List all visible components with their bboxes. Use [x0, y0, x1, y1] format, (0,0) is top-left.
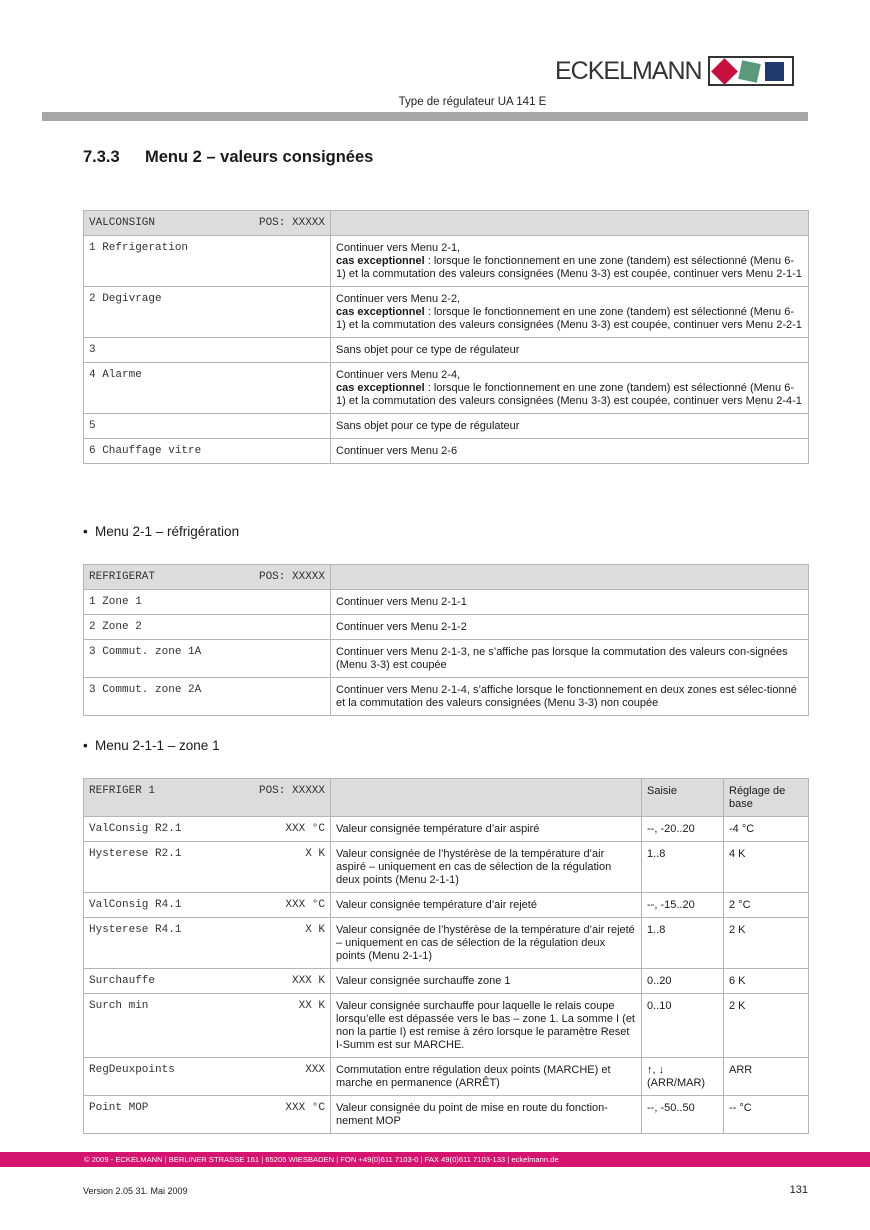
table-row [84, 918, 809, 969]
saisie-cell: --, -50..50 [642, 1096, 724, 1134]
table-row [84, 678, 809, 716]
table-row [84, 236, 809, 287]
table-row [84, 994, 809, 1058]
base-cell: ARR [724, 1058, 809, 1096]
header-blank-cell [331, 565, 809, 590]
param-cell: 5 [84, 414, 331, 439]
table-row [84, 338, 809, 363]
param-cell: RegDeuxpoints XXX [84, 1058, 331, 1096]
refrigerat-table [83, 564, 809, 716]
table-row [84, 363, 809, 414]
document-subtitle: Type de régulateur UA 141 E [398, 96, 547, 108]
param-cell: 2 Zone 2 [84, 615, 331, 640]
param-cell: ValConsig R4.1 XXX °C [84, 893, 331, 918]
menu-header-cell [84, 565, 331, 590]
param-cell: 1 Refrigeration [84, 236, 331, 287]
bullet-menu-2-1-1: • Menu 2-1-1 – zone 1 [83, 738, 220, 753]
param-cell: Hysterese R4.1 X K [84, 918, 331, 969]
menu-name: VALCONSIGN [89, 217, 156, 229]
saisie-cell: 0..20 [642, 969, 724, 994]
param-cell: 3 Commut. zone 2A [84, 678, 331, 716]
desc-cell: Sans objet pour ce type de régulateur [331, 338, 809, 363]
table-header-row [84, 211, 809, 236]
param-cell: Point MOP XXX °C [84, 1096, 331, 1134]
logo-text: ECKELMANN [555, 56, 702, 85]
header-blank-cell [331, 211, 809, 236]
desc-cell: Continuer vers Menu 2-4, cas exceptionnel : lorsque le fonctionnement en une zone (tandem) est sélectionné (Menu 6-1) et la commutation des valeurs consignées (Menu 3-3) est coupée, continuer vers Menu 2-4-1 [331, 363, 809, 414]
param-cell: 2 Degivrage [84, 287, 331, 338]
table-row [84, 439, 809, 464]
section-title: Menu 2 – valeurs consignées [145, 148, 374, 166]
param-cell: Hysterese R2.1 X K [84, 842, 331, 893]
base-cell: 2 K [724, 918, 809, 969]
menu-pos: POS: XXXXX [258, 785, 325, 797]
desc-cell: Continuer vers Menu 2-1-2 [331, 615, 809, 640]
footer-version: Version 2.05 31. Mai 2009 [83, 1186, 188, 1196]
valconsign-table [83, 210, 809, 464]
col-header-reglage: Réglage de base [724, 779, 809, 817]
table-row [84, 590, 809, 615]
menu-name: REFRIGER 1 [89, 785, 156, 797]
table-header-row [84, 565, 809, 590]
param-cell: 1 Zone 1 [84, 590, 331, 615]
param-cell: 6 Chauffage vitre [84, 439, 331, 464]
eckelmann-logo [555, 56, 794, 86]
menu-pos: POS: XXXXX [258, 571, 325, 583]
desc-cell: Valeur consignée surchauffe pour laquelle le relais coupe lorsqu’elle est dépassée vers le bas – zone 1. La somme I (et non la partie I) est remise à zéro lorsque le paramètre Reset I-Summ est sur MARCHE. [331, 994, 642, 1058]
saisie-cell: 0..10 [642, 994, 724, 1058]
saisie-cell: --, -15..20 [642, 893, 724, 918]
table-row [84, 842, 809, 893]
table-row [84, 414, 809, 439]
desc-cell: Continuer vers Menu 2-2, cas exceptionnel : lorsque le fonctionnement en une zone (tandem) est sélectionné (Menu 6-1) et la commutation des valeurs consignées (Menu 3-3) est coupée, continuer vers Menu 2-2-1 [331, 287, 809, 338]
section-heading [83, 148, 373, 167]
desc-cell: Valeur consignée de l’hystérèse de la température d’air aspiré – uniquement en cas de sélection de la régulation deux points (Menu 2-1-1) [331, 842, 642, 893]
menu-pos: POS: XXXXX [258, 217, 325, 229]
menu-name: REFRIGERAT [89, 571, 156, 583]
section-number: 7.3.3 [83, 148, 120, 166]
desc-cell: Valeur consignée du point de mise en route du fonction-nement MOP [331, 1096, 642, 1134]
desc-cell: Continuer vers Menu 2-6 [331, 439, 809, 464]
saisie-cell: 1..8 [642, 842, 724, 893]
desc-cell: Continuer vers Menu 2-1-1 [331, 590, 809, 615]
table-row [84, 969, 809, 994]
header-blank-cell [331, 779, 642, 817]
logo-mark-icon [708, 56, 794, 86]
desc-cell: Continuer vers Menu 2-1, cas exceptionnel : lorsque le fonctionnement en une zone (tandem) est sélectionné (Menu 6-1) et la commutation des valeurs consignées (Menu 3-3) est coupée, continuer vers Menu 2-1-1 [331, 236, 809, 287]
menu-header-cell [84, 211, 331, 236]
desc-cell: Valeur consignée surchauffe zone 1 [331, 969, 642, 994]
table-row [84, 817, 809, 842]
param-cell: Surch min XX K [84, 994, 331, 1058]
base-cell: 6 K [724, 969, 809, 994]
desc-cell: Valeur consignée de l’hystérèse de la température d’air rejeté – uniquement en cas de sélection de la régulation deux points (Menu 2-1-1) [331, 918, 642, 969]
table-header-row [84, 779, 809, 817]
param-cell: 3 Commut. zone 1A [84, 640, 331, 678]
table-row [84, 1058, 809, 1096]
table-row [84, 640, 809, 678]
saisie-cell: --, -20..20 [642, 817, 724, 842]
table-row [84, 893, 809, 918]
desc-cell: Valeur consignée température d’air rejeté [331, 893, 642, 918]
menu-header-cell [84, 779, 331, 817]
desc-cell: Continuer vers Menu 2-1-3, ne s’affiche pas lorsque la commutation des valeurs con-signées (Menu 3-3) est coupée [331, 640, 809, 678]
desc-cell: Sans objet pour ce type de régulateur [331, 414, 809, 439]
base-cell: -4 °C [724, 817, 809, 842]
refriger-1-table [83, 778, 809, 1134]
base-cell: -- °C [724, 1096, 809, 1134]
page-number: 131 [789, 1184, 808, 1196]
saisie-cell: ↑, ↓ (ARR/MAR) [642, 1058, 724, 1096]
col-header-saisie: Saisie [642, 779, 724, 817]
table-row [84, 1096, 809, 1134]
param-cell: Surchauffe XXX K [84, 969, 331, 994]
param-cell: 4 Alarme [84, 363, 331, 414]
header-rule [42, 112, 808, 121]
param-cell: ValConsig R2.1 XXX °C [84, 817, 331, 842]
footer-contact-bar: © 2009 - ECKELMANN | BERLINER STRASSE 161 | 65205 WIESBADEN | FON +49(0)611 7103-0 | FAX 49(0)611 7103-133 | eckelmann.de [0, 1152, 870, 1167]
table-row [84, 287, 809, 338]
base-cell: 4 K [724, 842, 809, 893]
saisie-cell: 1..8 [642, 918, 724, 969]
desc-cell: Valeur consignée température d’air aspiré [331, 817, 642, 842]
table-row [84, 615, 809, 640]
desc-cell: Commutation entre régulation deux points (MARCHE) et marche en permanence (ARRÊT) [331, 1058, 642, 1096]
param-cell: 3 [84, 338, 331, 363]
base-cell: 2 °C [724, 893, 809, 918]
bullet-menu-2-1: • Menu 2-1 – réfrigération [83, 524, 240, 539]
desc-cell: Continuer vers Menu 2-1-4, s’affiche lorsque le fonctionnement en deux zones est sélec-tionné et la commutation des valeurs consignées (Menu 3-3) non coupée [331, 678, 809, 716]
base-cell: 2 K [724, 994, 809, 1058]
